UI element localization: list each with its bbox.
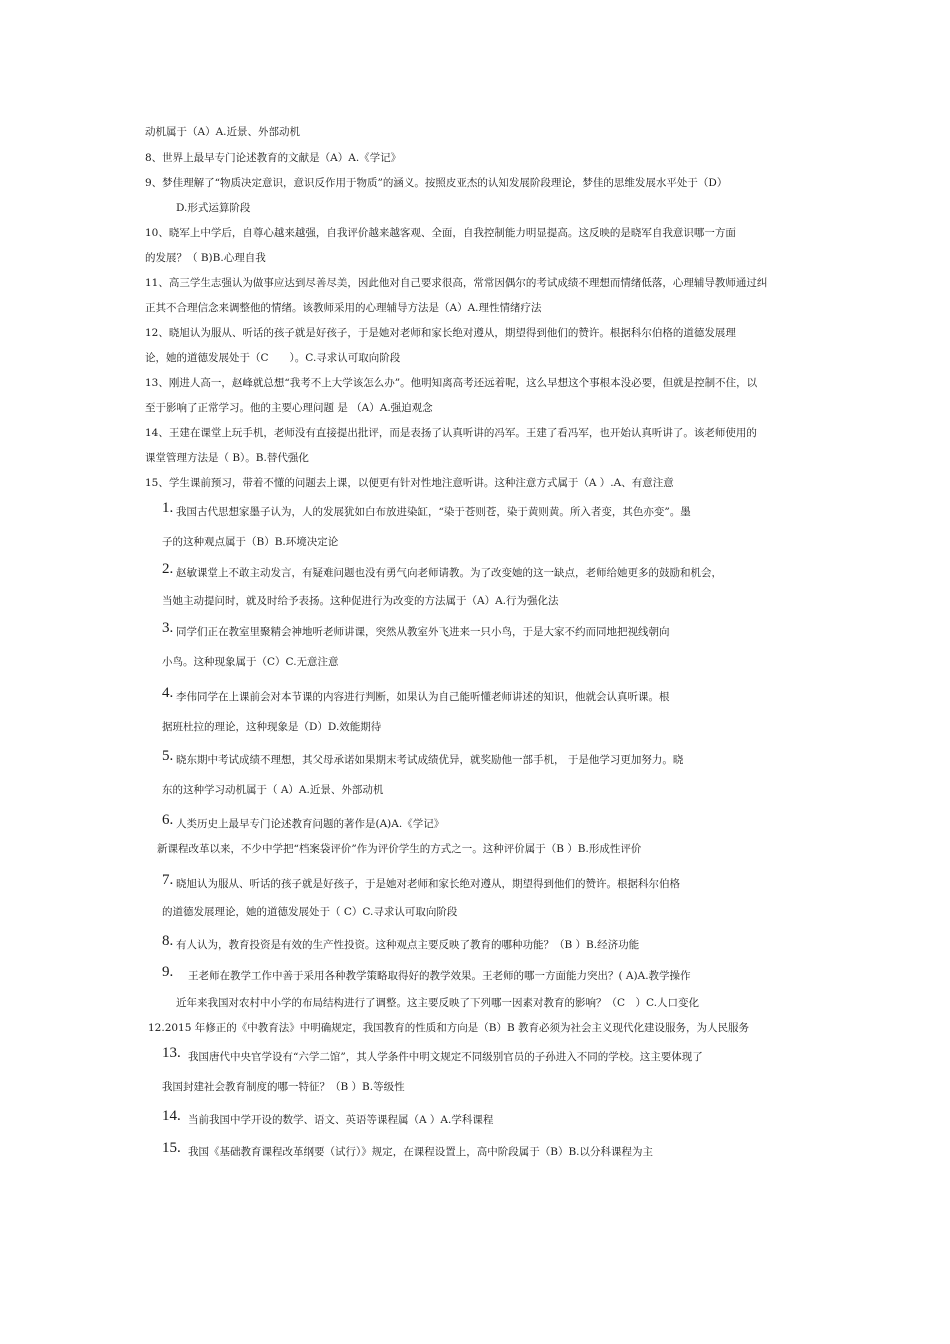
item-9-text: 王老师在教学工作中善于采用各种教学策略取得好的教学效果。王老师的哪一方面能力突出？( A)A.教学操作 <box>188 970 691 982</box>
question-14: 14、王建在课堂上玩手机，老师没有直接提出批评，而是表扬了认真听讲的冯军。王建了看冯军，也开始认真听讲了。该老师使用的 <box>145 427 757 439</box>
item-number: 1. <box>162 500 174 516</box>
item-number: 7. <box>162 872 174 888</box>
text-line: 至于影响了正常学习。他的主要心理问题 是 （A）A.强迫观念 <box>145 402 433 414</box>
item-number: 8. <box>162 933 174 949</box>
item-15-text: 我国《基础教育课程改革纲要（试行）》规定，在课程设置上，高中阶段属于（B）B.以分科课程为主 <box>188 1146 654 1158</box>
text-line: 当她主动提问时，就及时给予表扬。这种促进行为改变的方法属于（A）A.行为强化法 <box>162 595 559 607</box>
question-12-law: 12.2015 年修正的《中教育法》中明确规定，我国教育的性质和方向是（B）B 教育必须为社会主义现代化建设服务，为人民服务 <box>148 1022 750 1034</box>
text-line: 近年来我国对农村中小学的布局结构进行了调整。这主要反映了下列哪一因素对教育的影响？（C ）C.人口变化 <box>176 997 700 1009</box>
text-line: 我国封建社会教育制度的哪一特征？（B ）B.等级性 <box>162 1081 405 1093</box>
text-line: 的发展？（ B)B.心理自我 <box>145 252 266 264</box>
item-2-text: 赵敏课堂上不敢主动发言，有疑难问题也没有勇气向老师请教。为了改变她的这一缺点，老师给她更多的鼓励和机会， <box>176 567 722 579</box>
item-number: 3. <box>162 620 174 636</box>
question-11: 11、高三学生志强认为做事应达到尽善尽美，因此他对自己要求很高，常常因偶尔的考试成绩不理想而情绪低落，心理辅导教师通过纠 <box>145 277 768 289</box>
text-line: 课堂管理方法是（ B）。B.替代强化 <box>145 452 309 464</box>
item-8-text: 有人认为，教育投资是有效的生产性投资。这种观点主要反映了教育的哪种功能？（B ）B.经济功能 <box>176 939 640 951</box>
item-7-text: 晓旭认为服从、听话的孩子就是好孩子，于是她对老师和家长绝对遵从，期望得到他们的赞许。根据科尔伯格 <box>176 878 680 890</box>
item-number: 14. <box>162 1108 181 1124</box>
item-number: 9. <box>162 964 174 980</box>
item-number: 2. <box>162 561 174 577</box>
item-4-text: 李伟同学在上课前会对本节课的内容进行判断，如果认为自己能听懂老师讲述的知识，他就会认真听课。根 <box>176 691 670 703</box>
text-line: 新课程改革以来，不少中学把“档案袋评价”作为评价学生的方式之一。这种评价属于（B ）B.形成性评价 <box>157 843 642 855</box>
question-13: 13、刚进人高一，赵峰就总想“我考不上大学该怎么办”。他明知离高考还远着呢，这么早想这个事根本没必要，但就是控制不住，以 <box>145 377 758 389</box>
text-line: 小鸟。这种现象属于（C）C.无意注意 <box>162 656 339 668</box>
item-6-text: 人类历史上最早专门论述教育问题的著作是(A)A.《学记》 <box>176 818 445 830</box>
item-1-text: 我国古代思想家墨子认为，人的发展犹如白布放进染缸，“染于苍则苍，染于黄则黄。所入者变，其色亦变”。墨 <box>176 506 691 518</box>
question-10: 10、晓军上中学后，自尊心越来越强，自我评价越来越客观、全面，自我控制能力明显提高。这反映的是晓军自我意识哪一方面 <box>145 227 736 239</box>
item-13-text: 我国唐代中央官学设有“六学二馆”，其人学条件中明文规定不同级别官员的子孙进入不同的学校。这主要体现了 <box>188 1051 703 1063</box>
item-number: 13. <box>162 1045 181 1061</box>
item-14-text: 当前我国中学开设的数学、语文、英语等课程属（A ）A.学科课程 <box>188 1114 494 1126</box>
text-line: D.形式运算阶段 <box>176 202 251 214</box>
question-15: 15、学生课前预习，带着不懂的问题去上课，以便更有针对性地注意听讲。这种注意方式属于（A ）.A、有意注意 <box>145 477 674 489</box>
item-number: 15. <box>162 1140 181 1156</box>
item-number: 5. <box>162 748 174 764</box>
text-line: 据班杜拉的理论，这种现象是（D）D.效能期待 <box>162 721 382 733</box>
item-number: 4. <box>162 685 174 701</box>
text-line: 论，她的道德发展处于（C ）。C.寻求认可取向阶段 <box>145 352 401 364</box>
text-line: 子的这种观点属于（B）B.环境决定论 <box>162 536 339 548</box>
question-12: 12、晓旭认为服从、听话的孩子就是好孩子，于是她对老师和家长绝对遵从，期望得到他们的赞许。根据科尔伯格的道德发展理 <box>145 327 736 339</box>
text-line: 东的这种学习动机属于（ A）A.近景、外部动机 <box>162 784 384 796</box>
text-line: 的道德发展理论，她的道德发展处于（ C）C.寻求认可取向阶段 <box>162 906 458 918</box>
question-8: 8、世界上最早专门论述教育的文献是（A）A.《学记》 <box>145 152 402 164</box>
text-line: 动机属于（A）A.近景、外部动机 <box>145 126 301 138</box>
text-line: 正其不合理信念来调整他的情绪。该教师采用的心理辅导方法是（A）A.理性情绪疗法 <box>145 302 542 314</box>
item-5-text: 晓东期中考试成绩不理想，其父母承诺如果期末考试成绩优异，就奖励他一部手机， 于是他学习更加努力。晓 <box>176 754 684 766</box>
item-number: 6. <box>162 812 174 828</box>
question-9: 9、梦佳理解了“物质决定意识，意识反作用于物质”的涵义。按照皮亚杰的认知发展阶段理论，梦佳的思维发展水平处于（D） <box>145 177 728 189</box>
item-3-text: 同学们正在教室里聚精会神地听老师讲课，突然从教室外飞进来一只小鸟，于是大家不约而同地把视线朝向 <box>176 626 670 638</box>
